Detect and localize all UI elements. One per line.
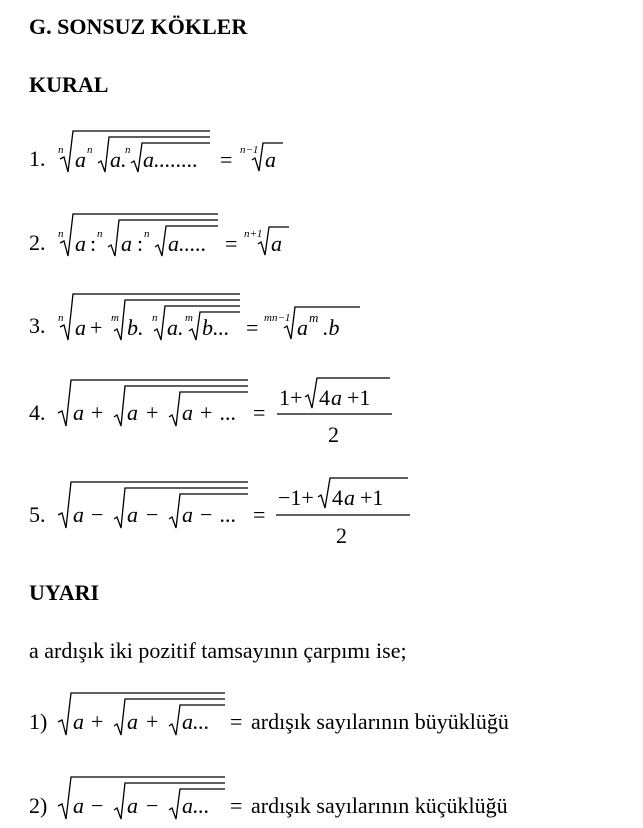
svg-text:a: a bbox=[75, 231, 86, 256]
svg-text:n: n bbox=[58, 228, 64, 240]
svg-text:n: n bbox=[125, 144, 131, 156]
warning-2-number: 2) bbox=[29, 793, 48, 818]
svg-text:=: = bbox=[253, 502, 266, 527]
svg-text:n: n bbox=[144, 228, 150, 240]
svg-text:a: a bbox=[271, 231, 282, 256]
svg-text:1+: 1+ bbox=[279, 385, 303, 410]
svg-text:a: a bbox=[127, 793, 138, 818]
rule-2-number: 2. bbox=[29, 230, 46, 255]
svg-text:=: = bbox=[225, 231, 238, 256]
svg-text:a: a bbox=[265, 147, 276, 172]
svg-text:−: − bbox=[91, 502, 104, 527]
svg-text:=: = bbox=[230, 709, 243, 734]
svg-text:b.: b. bbox=[127, 315, 144, 340]
svg-text:−: − bbox=[91, 793, 104, 818]
svg-text:a: a bbox=[182, 502, 193, 527]
svg-text:a: a bbox=[73, 502, 84, 527]
svg-text:a: a bbox=[73, 709, 84, 734]
svg-text:...: ... bbox=[220, 400, 237, 425]
rule-5-number: 5. bbox=[29, 502, 46, 527]
svg-text:+: + bbox=[146, 709, 159, 734]
svg-text:a: a bbox=[127, 502, 138, 527]
svg-text:−: − bbox=[200, 502, 213, 527]
svg-text:n: n bbox=[152, 312, 158, 324]
svg-text:a: a bbox=[73, 793, 84, 818]
svg-text:=: = bbox=[230, 793, 243, 818]
svg-text:a: a bbox=[344, 485, 355, 510]
svg-text:.b: .b bbox=[323, 315, 340, 340]
rule-title: KURAL bbox=[29, 72, 109, 97]
svg-text:n: n bbox=[58, 312, 64, 324]
svg-text:mn−1: mn−1 bbox=[264, 312, 291, 324]
warning-2-result: ardışık sayılarının küçüklüğü bbox=[251, 793, 508, 818]
svg-text:+1: +1 bbox=[360, 485, 384, 510]
rule-4-number: 4. bbox=[29, 400, 46, 425]
svg-text:n+1: n+1 bbox=[244, 228, 263, 240]
svg-text:a........: a........ bbox=[143, 147, 198, 172]
svg-text::: : bbox=[137, 231, 144, 256]
svg-text:−: − bbox=[146, 793, 159, 818]
rule-3-number: 3. bbox=[29, 313, 46, 338]
svg-text:m: m bbox=[111, 312, 119, 324]
warning-1-result: ardışık sayılarının büyüklüğü bbox=[251, 709, 509, 734]
rule-1-number: 1. bbox=[29, 146, 46, 171]
svg-text:...: ... bbox=[220, 502, 237, 527]
svg-text:m: m bbox=[185, 312, 193, 324]
svg-text:=: = bbox=[253, 400, 266, 425]
section-title: G. SONSUZ KÖKLER bbox=[29, 14, 248, 39]
svg-text:+: + bbox=[146, 400, 159, 425]
svg-text:m: m bbox=[309, 310, 319, 325]
svg-text:a: a bbox=[297, 315, 308, 340]
svg-text:−1+: −1+ bbox=[278, 485, 314, 510]
svg-text:+: + bbox=[90, 315, 103, 340]
svg-text:+1: +1 bbox=[347, 385, 371, 410]
svg-text::: : bbox=[90, 231, 97, 256]
svg-text:a: a bbox=[121, 231, 132, 256]
svg-text:a.: a. bbox=[110, 147, 127, 172]
svg-text:n: n bbox=[58, 144, 64, 156]
svg-text:a: a bbox=[75, 315, 86, 340]
svg-text:a: a bbox=[73, 400, 84, 425]
svg-text:−: − bbox=[146, 502, 159, 527]
svg-text:a: a bbox=[331, 385, 342, 410]
svg-text:n: n bbox=[87, 144, 93, 156]
warning-title: UYARI bbox=[29, 580, 100, 605]
svg-text:a.....: a..... bbox=[168, 231, 207, 256]
svg-text:b...: b... bbox=[202, 315, 230, 340]
svg-text:n−1: n−1 bbox=[240, 144, 259, 156]
svg-text:a: a bbox=[127, 400, 138, 425]
svg-text:a.: a. bbox=[167, 315, 184, 340]
warning-text: a ardışık iki pozitif tamsayının çarpımı ise; bbox=[29, 638, 407, 663]
svg-text:a: a bbox=[127, 709, 138, 734]
svg-text:2: 2 bbox=[336, 523, 347, 548]
svg-text:a...: a... bbox=[182, 709, 210, 734]
svg-text:+: + bbox=[91, 709, 104, 734]
svg-text:a: a bbox=[182, 400, 193, 425]
svg-text:=: = bbox=[220, 147, 233, 172]
warning-1-number: 1) bbox=[29, 709, 48, 734]
svg-text:+: + bbox=[200, 400, 213, 425]
svg-text:4: 4 bbox=[319, 385, 330, 410]
svg-text:+: + bbox=[91, 400, 104, 425]
svg-text:a...: a... bbox=[182, 793, 210, 818]
svg-text:4: 4 bbox=[332, 485, 343, 510]
svg-text:n: n bbox=[97, 228, 103, 240]
svg-text:2: 2 bbox=[328, 422, 339, 447]
svg-text:=: = bbox=[246, 315, 259, 340]
svg-text:a: a bbox=[75, 147, 86, 172]
